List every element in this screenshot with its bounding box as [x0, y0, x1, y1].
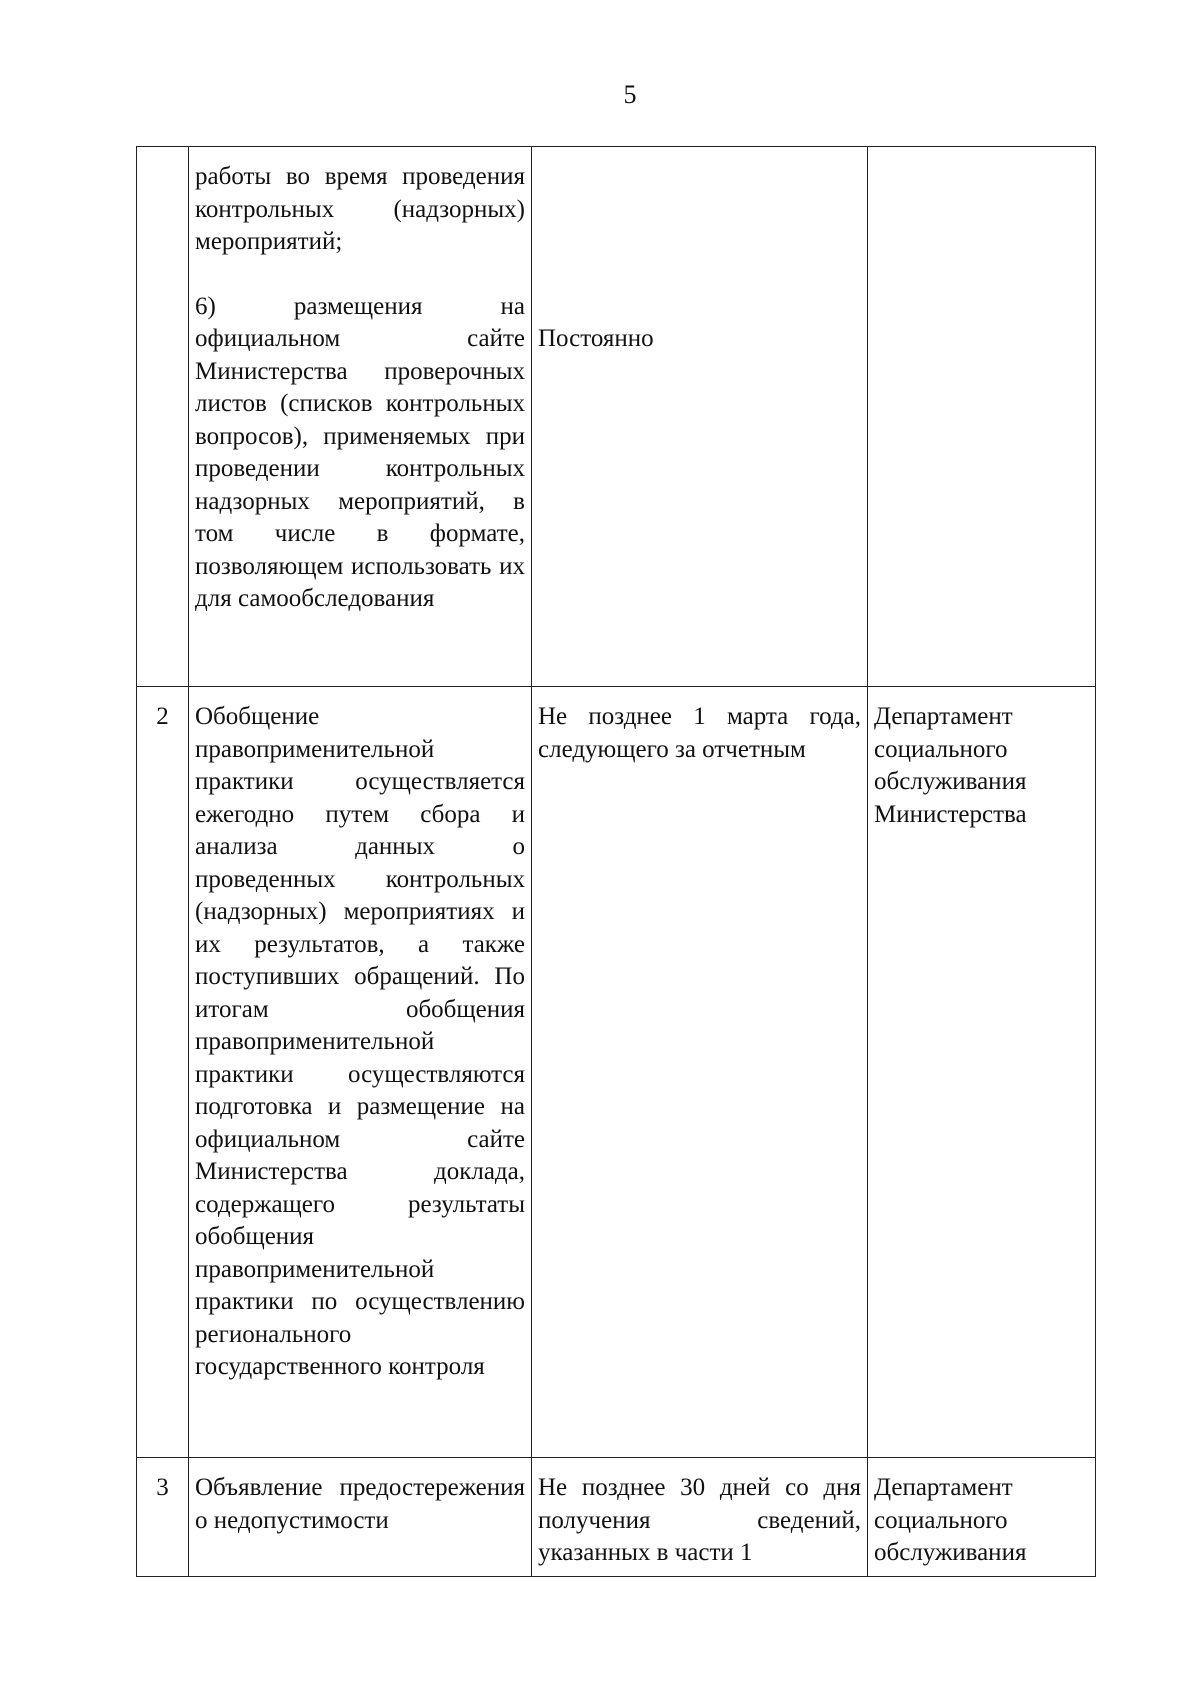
responsible-cell: Департамент социального обслуживания	[868, 1458, 1096, 1577]
row-number-cell: 3	[137, 1458, 189, 1577]
event-text-part-1: работы во время проведения контрольных (надзорных) мероприятий;	[195, 163, 525, 255]
term-text-spacer	[538, 161, 861, 291]
page-number: 5	[623, 80, 637, 109]
term-cell	[532, 147, 868, 687]
row-number-cell: 2	[137, 687, 189, 1458]
term-cell: Не позднее 30 дней со дня получения сведений, указанных в части 1	[532, 1458, 868, 1577]
table-row	[137, 1458, 1096, 1577]
event-text-part-2: 6) размещения на официальном сайте Министерства проверочных листов (списков контрольных вопросов), применяемых при проведении контрольных надзорных мероприятий, в том числе в формате, позволяющем использовать их для самообследования	[195, 292, 525, 612]
measures-table	[136, 146, 1096, 1577]
event-cell	[189, 147, 532, 687]
term-text: Постоянно	[538, 325, 654, 352]
event-cell: Обобщение правоприменительной практики осуществляется ежегодно путем сбора и анализа данных о проведенных контрольных (надзорных) мероприятиях и их результатов, а также поступивших обращений. По итогам обобщения правоприменительной практики осуществляются подготовка и размещение на официальном сайте Министерства доклада, содержащего результаты обобщения правоприменительной практики по осуществлению регионального государственного контроля	[189, 687, 532, 1458]
responsible-cell	[868, 147, 1096, 687]
table-row	[137, 687, 1096, 1458]
event-cell: Объявление предостережения о недопустимости	[189, 1458, 532, 1577]
responsible-cell: Департамент социального обслуживания Министерства	[868, 687, 1096, 1458]
row-number-cell	[137, 147, 189, 687]
table-row	[137, 147, 1096, 687]
term-cell: Не позднее 1 марта года, следующего за отчетным	[532, 687, 868, 1458]
